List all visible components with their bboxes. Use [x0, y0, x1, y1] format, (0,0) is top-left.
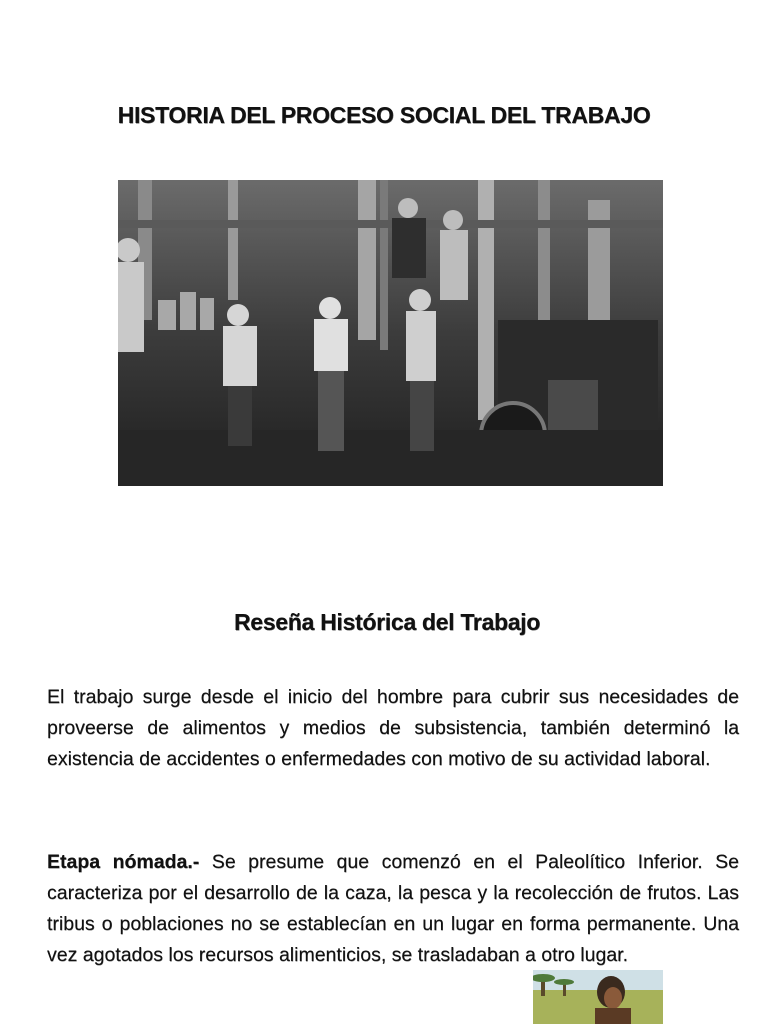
paragraph-intro: El trabajo surge desde el inicio del hombre para cubrir sus necesidades de proveerse de alimentos y medios de subsistencia, también determinó la existencia de accidentes o enfermedades con motivo de su actividad laboral. [47, 686, 739, 770]
paragraph-body: Se presume que comenzó en el Paleolítico Inferior. Se caracteriza por el desarrollo de la caza, la pesca y la recolección de frutos. Las tribus o poblaciones no se establecían en un lugar en forma permanente. Una vez agotados los recursos alimenticios, se trasladaban a otro lugar. [47, 851, 739, 966]
paragraph-lead: Etapa nómada.- [47, 851, 200, 873]
prehistoric-man-image [533, 970, 663, 1024]
paragraph-nomadic-stage [47, 847, 739, 971]
factory-workers-photo [118, 180, 663, 486]
section-title: Reseña Histórica del Trabajo [233, 609, 541, 635]
document-title: HISTORIA DEL PROCESO SOCIAL DEL TRABAJO [117, 102, 651, 128]
